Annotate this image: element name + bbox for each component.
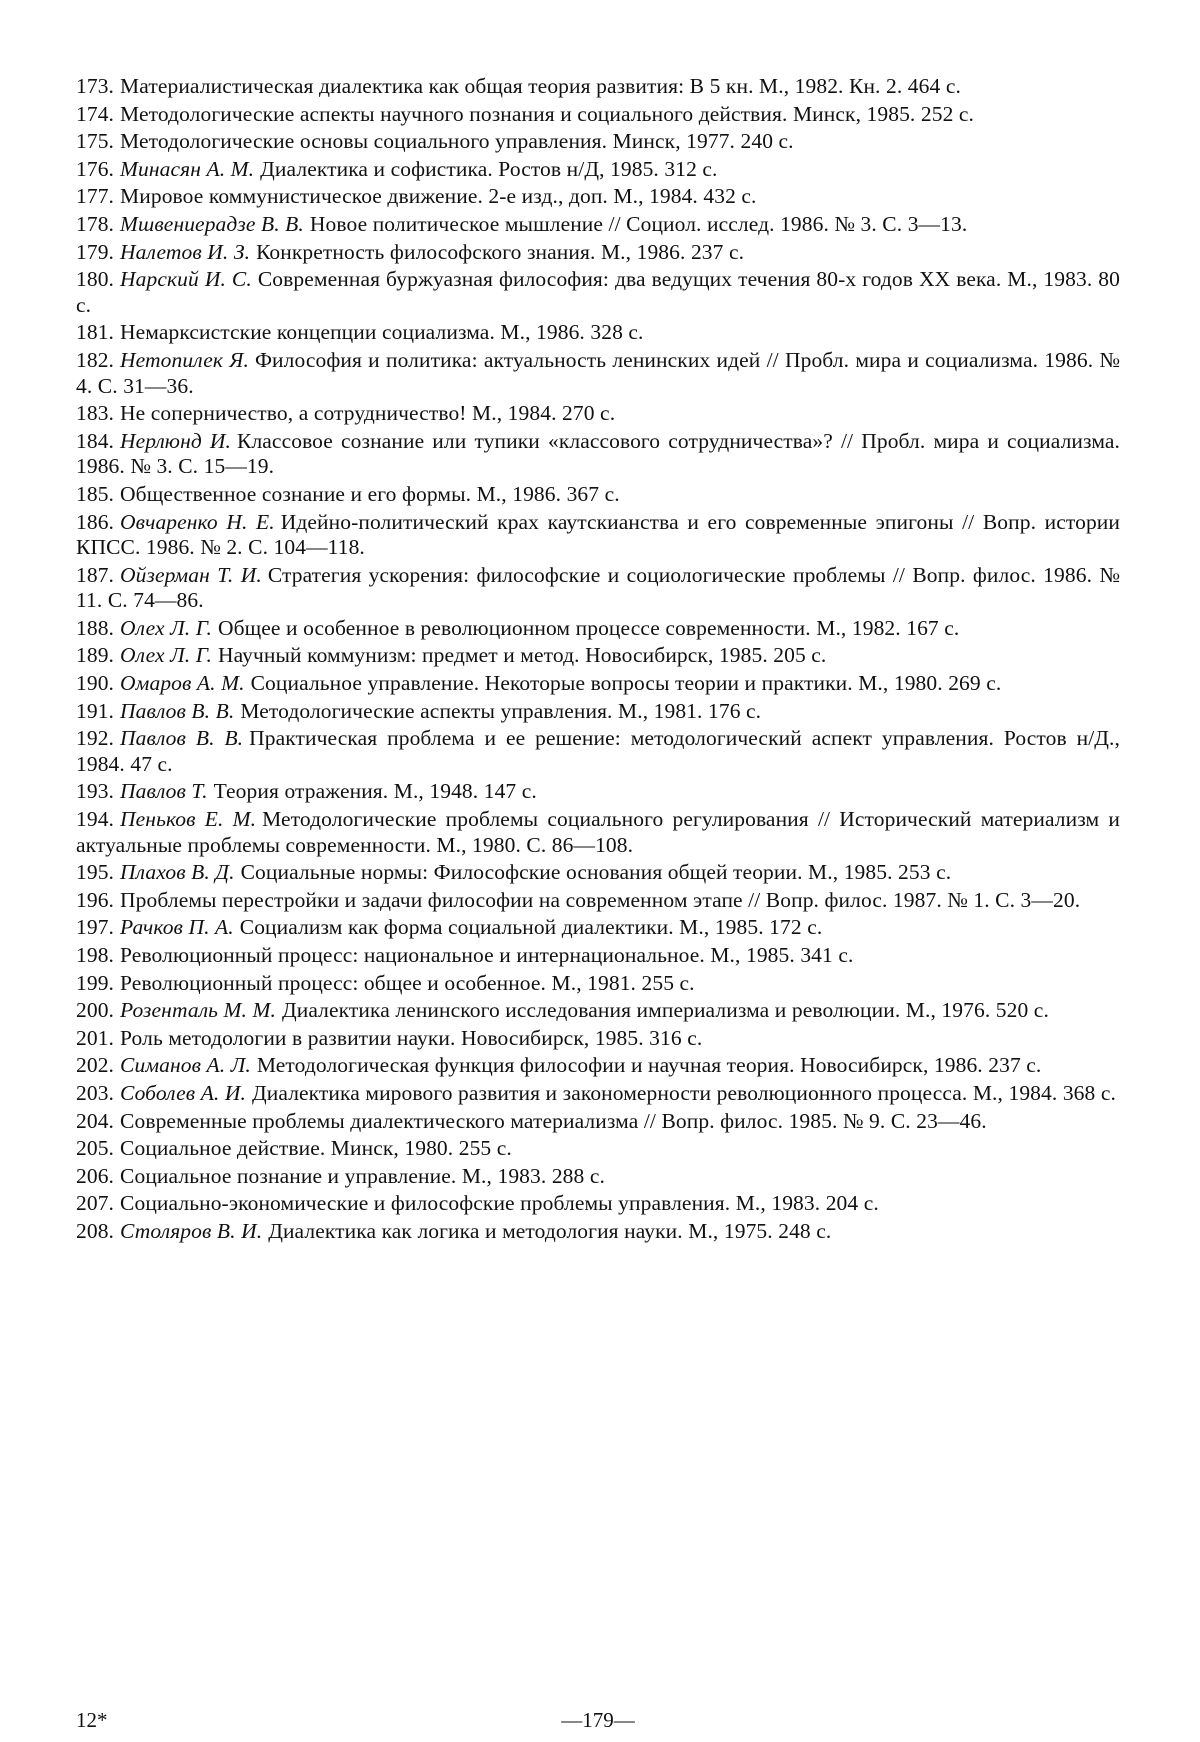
entry-number: 201. — [76, 1025, 115, 1050]
entry-number: 192. — [76, 726, 115, 751]
entry-number: 197. — [76, 915, 115, 940]
entry-text: Философия и политика: актуальность ленинских идей // Пробл. мира и социализма. 1986. № 4. С. 31—36. — [76, 347, 1121, 398]
entry-author: Соболев А. И. — [120, 1080, 246, 1105]
entry-number: 187. — [76, 562, 115, 587]
entry-author: Плахов В. Д. — [120, 860, 235, 885]
entry-text: Стратегия ускорения: философские и социологические проблемы // Вопр. филос. 1986. № 11. С. 74—86. — [76, 562, 1120, 613]
entry-text: Современные проблемы диалектического материализма // Вопр. филос. 1985. № 9. С. 23—46. — [120, 1108, 987, 1133]
entry-text: Роль методологии в развитии науки. Новосибирск, 1985. 316 с. — [120, 1025, 703, 1050]
entry-author: Олех Л. Г. — [120, 615, 212, 640]
bibliography-entry — [76, 671, 1120, 697]
entry-text: Методологические аспекты научного познания и социального действия. Минск, 1985. 252 с. — [120, 101, 975, 126]
bibliography-entry — [76, 779, 1120, 805]
bibliography-entry — [76, 807, 1120, 858]
entry-number: 176. — [76, 156, 115, 181]
entry-number: 184. — [76, 428, 115, 453]
entry-text: Новое политическое мышление // Социол. исслед. 1986. № 3. С. 3—13. — [309, 211, 968, 236]
entry-text: Диалектика ленинского исследования империализма и революции. М., 1976. 520 с. — [281, 998, 1049, 1023]
entry-number: 208. — [76, 1218, 115, 1243]
entry-author: Пеньков Е. М. — [120, 807, 257, 832]
bibliography-entry — [76, 1081, 1120, 1107]
entry-author: Нарский И. С. — [120, 267, 252, 292]
entry-author: Нерлюнд И. — [120, 428, 232, 453]
entry-text: Методологические основы социального управления. Минск, 1977. 240 с. — [120, 129, 794, 154]
entry-text: Диалектика как логика и методология науки. М., 1975. 248 с. — [268, 1218, 832, 1243]
entry-text: Общее и особенное в революционном процессе современности. М., 1982. 167 с. — [217, 615, 960, 640]
page-number: —179— — [561, 1708, 635, 1732]
bibliography-entry — [76, 1109, 1120, 1135]
entry-author: Налетов И. З. — [120, 239, 251, 264]
bibliography-list — [76, 74, 1120, 1247]
bibliography-entry — [76, 860, 1120, 886]
entry-number: 191. — [76, 698, 115, 723]
entry-text: Методологическая функция философии и научная теория. Новосибирск, 1986. 237 с. — [256, 1053, 1042, 1078]
bibliography-entry — [76, 74, 1120, 100]
entry-text: Социальное действие. Минск, 1980. 255 с. — [120, 1136, 512, 1161]
entry-number: 173. — [76, 74, 115, 98]
entry-text: Конкретность философского знания. М., 1986. 237 с. — [256, 239, 745, 264]
entry-number: 198. — [76, 943, 115, 967]
page-footer — [76, 1708, 1120, 1736]
bibliography-entry — [76, 348, 1120, 399]
entry-number: 207. — [76, 1191, 115, 1216]
entry-text: Немарксистские концепции социализма. М., 1986. 328 с. — [120, 320, 644, 345]
bibliography-entry — [76, 1191, 1120, 1217]
entry-text: Идейно-политический крах каутскианства и его современные эпигоны // Вопр. истории КПСС. 1986. № 2. С. 104—118. — [76, 509, 1121, 560]
entry-number: 203. — [76, 1080, 115, 1105]
entry-author: Павлов В. В. — [120, 726, 244, 751]
bibliography-entry — [76, 320, 1120, 346]
entry-number: 196. — [76, 887, 115, 912]
entry-text: Материалистическая диалектика как общая теория развития: В 5 кн. М., 1982. Кн. 2. 464 с. — [120, 74, 961, 98]
entry-text: Мировое коммунистическое движение. 2-е изд., доп. М., 1984. 432 с. — [120, 184, 757, 209]
entry-author: Павлов Т. — [120, 779, 208, 804]
bibliography-entry — [76, 616, 1120, 642]
bibliography-entry — [76, 157, 1120, 183]
entry-text: Научный коммунизм: предмет и метод. Новосибирск, 1985. 205 с. — [217, 643, 827, 668]
entry-text: Классовое сознание или тупики «классового сотрудничества»? // Пробл. мира и социализма. 1986. № 3. С. 15—19. — [76, 428, 1120, 479]
bibliography-entry — [76, 212, 1120, 238]
entry-text: Практическая проблема и ее решение: методологический аспект управления. Ростов н/Д., 1984. 47 с. — [76, 726, 1120, 776]
bibliography-entry — [76, 971, 1120, 997]
entry-number: 200. — [76, 998, 115, 1023]
entry-text: Революционный процесс: национальное и интернациональное. М., 1985. 341 с. — [120, 943, 854, 967]
bibliography-entry — [76, 184, 1120, 210]
bibliography-entry — [76, 102, 1120, 128]
entry-text: Общественное сознание и его формы. М., 1986. 367 с. — [120, 481, 620, 506]
entry-number: 199. — [76, 970, 115, 995]
bibliography-entry — [76, 129, 1120, 155]
entry-text: Не соперничество, а сотрудничество! М., 1984. 270 с. — [120, 401, 616, 426]
bibliography-entry — [76, 429, 1120, 480]
entry-number: 180. — [76, 267, 115, 292]
entry-text: Проблемы перестройки и задачи философии на современном этапе // Вопр. филос. 1987. № 1. С. 3—20. — [120, 887, 1081, 912]
entry-number: 190. — [76, 671, 115, 696]
entry-number: 174. — [76, 101, 115, 126]
entry-number: 204. — [76, 1108, 115, 1133]
entry-number: 205. — [76, 1136, 115, 1161]
entry-text: Революционный процесс: общее и особенное. М., 1981. 255 с. — [120, 970, 695, 995]
bibliography-entry — [76, 998, 1120, 1024]
entry-number: 186. — [76, 509, 115, 534]
entry-text: Методологические аспекты управления. М., 1981. 176 с. — [240, 698, 762, 723]
entry-number: 195. — [76, 860, 115, 885]
entry-number: 185. — [76, 481, 115, 506]
entry-number: 194. — [76, 807, 115, 832]
bibliography-entry — [76, 1026, 1120, 1052]
entry-number: 175. — [76, 129, 115, 154]
entry-number: 177. — [76, 184, 115, 209]
entry-author: Минасян А. М. — [120, 156, 255, 181]
entry-text: Теория отражения. М., 1948. 147 с. — [213, 779, 537, 804]
entry-author: Мшвениерадзе В. В. — [120, 211, 304, 236]
entry-text: Социально-экономические и философские проблемы управления. М., 1983. 204 с. — [120, 1191, 879, 1216]
bibliography-entry — [76, 1136, 1120, 1162]
bibliography-entry — [76, 510, 1120, 561]
bibliography-entry — [76, 943, 1120, 969]
entry-author: Ойзерман Т. И. — [120, 562, 262, 587]
entry-number: 179. — [76, 239, 115, 264]
entry-author: Симанов А. Л. — [120, 1053, 251, 1078]
entry-author: Розенталь М. М. — [120, 998, 276, 1023]
entry-text: Социальные нормы: Философские основания общей теории. М., 1985. 253 с. — [240, 860, 952, 885]
bibliography-entry — [76, 401, 1120, 427]
bibliography-entry — [76, 1053, 1120, 1079]
entry-author: Павлов В. В. — [120, 698, 235, 723]
entry-text: Диалектика и софистика. Ростов н/Д, 1985. 312 с. — [260, 156, 718, 181]
entry-number: 202. — [76, 1053, 115, 1078]
bibliography-entry — [76, 699, 1120, 725]
entry-author: Нетопилек Я. — [120, 347, 249, 372]
bibliography-entry — [76, 267, 1120, 318]
bibliography-entry — [76, 1219, 1120, 1245]
entry-number: 183. — [76, 401, 115, 426]
entry-author: Олех Л. Г. — [120, 643, 212, 668]
bibliography-entry — [76, 563, 1120, 614]
bibliography-entry — [76, 1164, 1120, 1190]
entry-author: Столяров В. И. — [120, 1218, 263, 1243]
entry-author: Омаров А. М. — [120, 671, 245, 696]
entry-text: Социальное управление. Некоторые вопросы теории и практики. М., 1980. 269 с. — [250, 671, 1002, 696]
bibliography-entry — [76, 888, 1120, 914]
bibliography-entry — [76, 482, 1120, 508]
entry-text: Социальное познание и управление. М., 1983. 288 с. — [120, 1163, 605, 1188]
entry-text: Современная буржуазная философия: два ведущих течения 80-х годов XX века. М., 1983. 80 с. — [76, 267, 1120, 317]
entry-number: 181. — [76, 320, 115, 345]
entry-author: Рачков П. А. — [120, 915, 234, 940]
bibliography-entry — [76, 726, 1120, 777]
entry-text: Социализм как форма социальной диалектики. М., 1985. 172 с. — [239, 915, 823, 940]
entry-number: 193. — [76, 779, 115, 804]
bibliography-entry — [76, 643, 1120, 669]
entry-author: Овчаренко Н. Е. — [120, 509, 275, 534]
entry-number: 188. — [76, 615, 115, 640]
entry-number: 206. — [76, 1163, 115, 1188]
entry-text: Методологические проблемы социального регулирования // Исторический материализм и актуальные проблемы современности. М., 1980. С. 86—108. — [76, 807, 1120, 857]
bibliography-entry — [76, 240, 1120, 266]
entry-number: 189. — [76, 643, 115, 668]
entry-number: 178. — [76, 211, 115, 236]
entry-number: 182. — [76, 347, 115, 372]
entry-text: Диалектика мирового развития и закономерности революционного процесса. М., 1984. 368 с. — [251, 1080, 1116, 1105]
bibliography-entry — [76, 915, 1120, 941]
signature-mark: 12* — [76, 1708, 108, 1732]
